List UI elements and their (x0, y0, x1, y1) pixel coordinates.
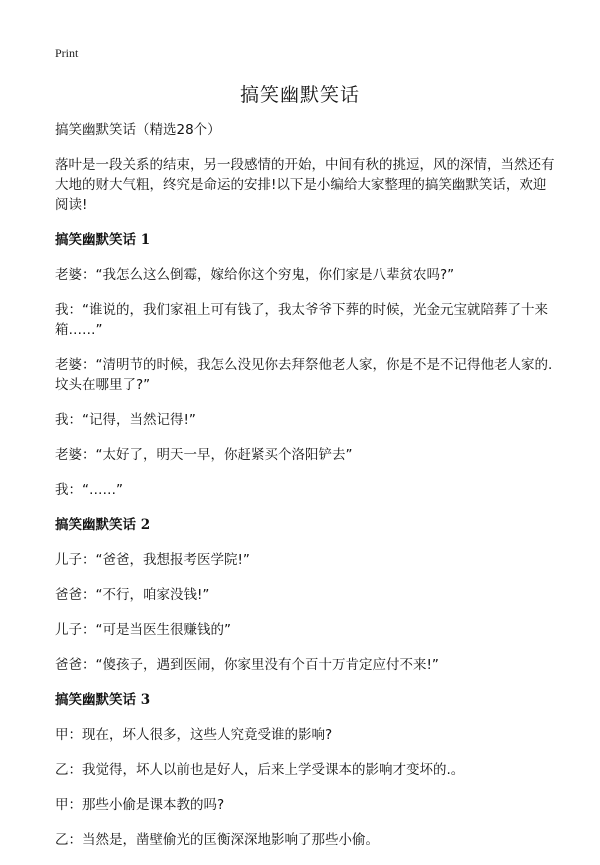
joke-line: 老婆：“我怎么这么倒霉，嫁给你这个穷鬼，你们家是八辈贫农吗?” (55, 267, 455, 283)
joke-line: 老婆：“太好了，明天一早，你赶紧买个洛阳铲去” (55, 447, 353, 463)
subtitle: 搞笑幽默笑话（精选28个） (55, 122, 221, 138)
joke-line: 爸爸：“傻孩子，遇到医闹，你家里没有个百十万肯定应付不来!” (55, 657, 439, 673)
joke-line: 爸爸：“不行，咱家没钱!” (55, 587, 210, 603)
section-heading-3: 搞笑幽默笑话 3 (55, 692, 151, 708)
joke-line: 儿子：“可是当医生很赚钱的” (55, 622, 231, 638)
section-heading-1: 搞笑幽默笑话 1 (55, 232, 151, 248)
joke-line: 乙：当然是，凿壁偷光的匡衡深深地影响了那些小偷。 (55, 832, 379, 848)
joke-line: 甲：现在，坏人很多，这些人究竟受谁的影响? (55, 727, 333, 743)
intro-paragraph: 落叶是一段关系的结束，另一段感情的开始，中间有秋的挑逗，风的深情，当然还有大地的财大气粗，终究是命运的安排!以下是小编给大家整理的搞笑幽默笑话，欢迎阅读! (55, 157, 555, 213)
joke-line: 乙：我觉得，坏人以前也是好人，后来上学受课本的影响才变坏的.。 (55, 762, 465, 778)
joke-line: 老婆：“清明节的时候，我怎么没见你去拜祭他老人家，你是不是不记得他老人家的.坟头在哪里了?” (55, 357, 553, 393)
print-link[interactable]: Print (55, 46, 79, 60)
joke-line: 我：“记得，当然记得!” (55, 412, 196, 428)
joke-line: 儿子：“爸爸，我想报考医学院!” (55, 552, 250, 568)
document-body (55, 120, 555, 865)
joke-line: 我：“谁说的，我们家祖上可有钱了，我太爷爷下葬的时候，光金元宝就陪葬了十来箱……” (55, 302, 548, 338)
joke-line: 我：“……” (55, 482, 123, 498)
page-title: 搞笑幽默笑话 (239, 84, 360, 106)
joke-line: 甲：那些小偷是课本教的吗? (55, 797, 225, 813)
section-heading-2: 搞笑幽默笑话 2 (55, 517, 151, 533)
